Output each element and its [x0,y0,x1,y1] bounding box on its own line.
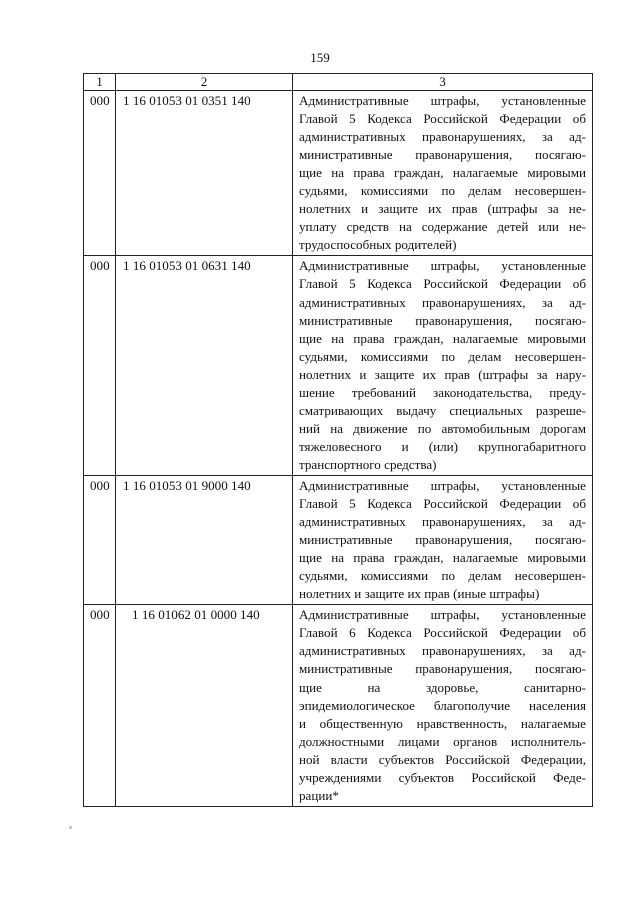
description-line: щие на права граждан, налагаемые мировыми [299,165,586,181]
description-line: транспортного средства) [299,456,437,472]
description-line: административных правонарушениях, за ад- [299,294,586,310]
description-line: Административные штрафы, установленные [299,477,586,493]
table-body [84,91,593,807]
classification-code-cell: 1 16 01053 01 0631 140 [116,256,293,476]
description-line: Главой 6 Кодекса Российской Федерации об [299,625,586,641]
description-line: нолетних и защите их прав (штрафы за нару- [299,366,586,382]
description-line: щие на здоровье, санитарно- [299,679,586,695]
description-line: щие на права граждан, налагаемые мировыми [299,550,586,566]
column-header-1: 1 [84,74,116,91]
description-line: ной власти субъектов Российской Федерации, [299,751,586,767]
description-line: Главой 5 Кодекса Российской Федерации об [299,111,586,127]
table-row [84,91,593,256]
description-line: административных правонарушениях, за ад- [299,643,586,659]
description-line: административных правонарушениях, за ад- [299,129,586,145]
description-line: министративные правонарушения, посягаю- [299,312,586,328]
description-cell [293,91,593,256]
scan-speck [69,826,72,829]
description-cell [293,605,593,807]
description-line: министративные правонарушения, посягаю- [299,661,586,677]
description-line: сматривающих выдачу специальных разреше- [299,402,586,418]
description-line: министративные правонарушения, посягаю- [299,147,586,163]
admin-code-cell: 000 [84,605,116,807]
description-line: судьями, комиссиями по делам несовершен- [299,348,586,364]
classification-code-cell: 1 16 01053 01 0351 140 [116,91,293,256]
description-line: нолетних и защите их прав (штрафы за не- [299,201,586,217]
description-line: шение требований законодательства, преду- [299,384,586,400]
table-row [84,605,593,807]
budget-classification-table [83,73,593,807]
description-line: Административные штрафы, установленные [299,258,586,274]
table-row [84,256,593,476]
description-line: судьями, комиссиями по делам несовершен- [299,183,586,199]
column-header-2: 2 [116,74,293,91]
classification-code-cell: 1 16 01062 01 0000 140 [116,605,293,807]
page-number: 159 [310,50,330,65]
description-line: министративные правонарушения, посягаю- [299,532,586,548]
admin-code-cell: 000 [84,475,116,604]
description-line: эпидемиологическое благополучие населения [299,697,586,713]
table-row [84,475,593,604]
description-cell [293,475,593,604]
description-line: нолетних и защите их прав (иные штрафы) [299,586,540,602]
description-line: щие на права граждан, налагаемые мировыми [299,330,586,346]
description-line: должностными лицами органов исполнитель- [299,733,586,749]
description-line: рации* [299,787,339,803]
description-line: и общественную нравственность, налагаемые [299,715,586,731]
description-line: трудоспособных родителей) [299,237,457,253]
description-line: ний на движение по автомобильным дорогам [299,420,586,436]
description-line: тяжеловесного и (или) крупногабаритного [299,438,586,454]
description-line: судьями, комиссиями по делам несовершен- [299,568,586,584]
description-line: уплату средств на содержание детей или не- [299,219,586,235]
column-header-3: 3 [293,74,593,91]
description-line: учреждениями субъектов Российской Феде- [299,769,586,785]
table-header-row [84,74,593,91]
description-line: Главой 5 Кодекса Российской Федерации об [299,496,586,512]
description-line: Административные штрафы, установленные [299,93,586,108]
description-line: Административные штрафы, установленные [299,607,586,623]
description-cell [293,256,593,476]
classification-code-cell: 1 16 01053 01 9000 140 [116,475,293,604]
description-line: Главой 5 Кодекса Российской Федерации об [299,276,586,292]
admin-code-cell: 000 [84,256,116,476]
admin-code-cell: 000 [84,91,116,256]
description-line: административных правонарушениях, за ад- [299,514,586,530]
